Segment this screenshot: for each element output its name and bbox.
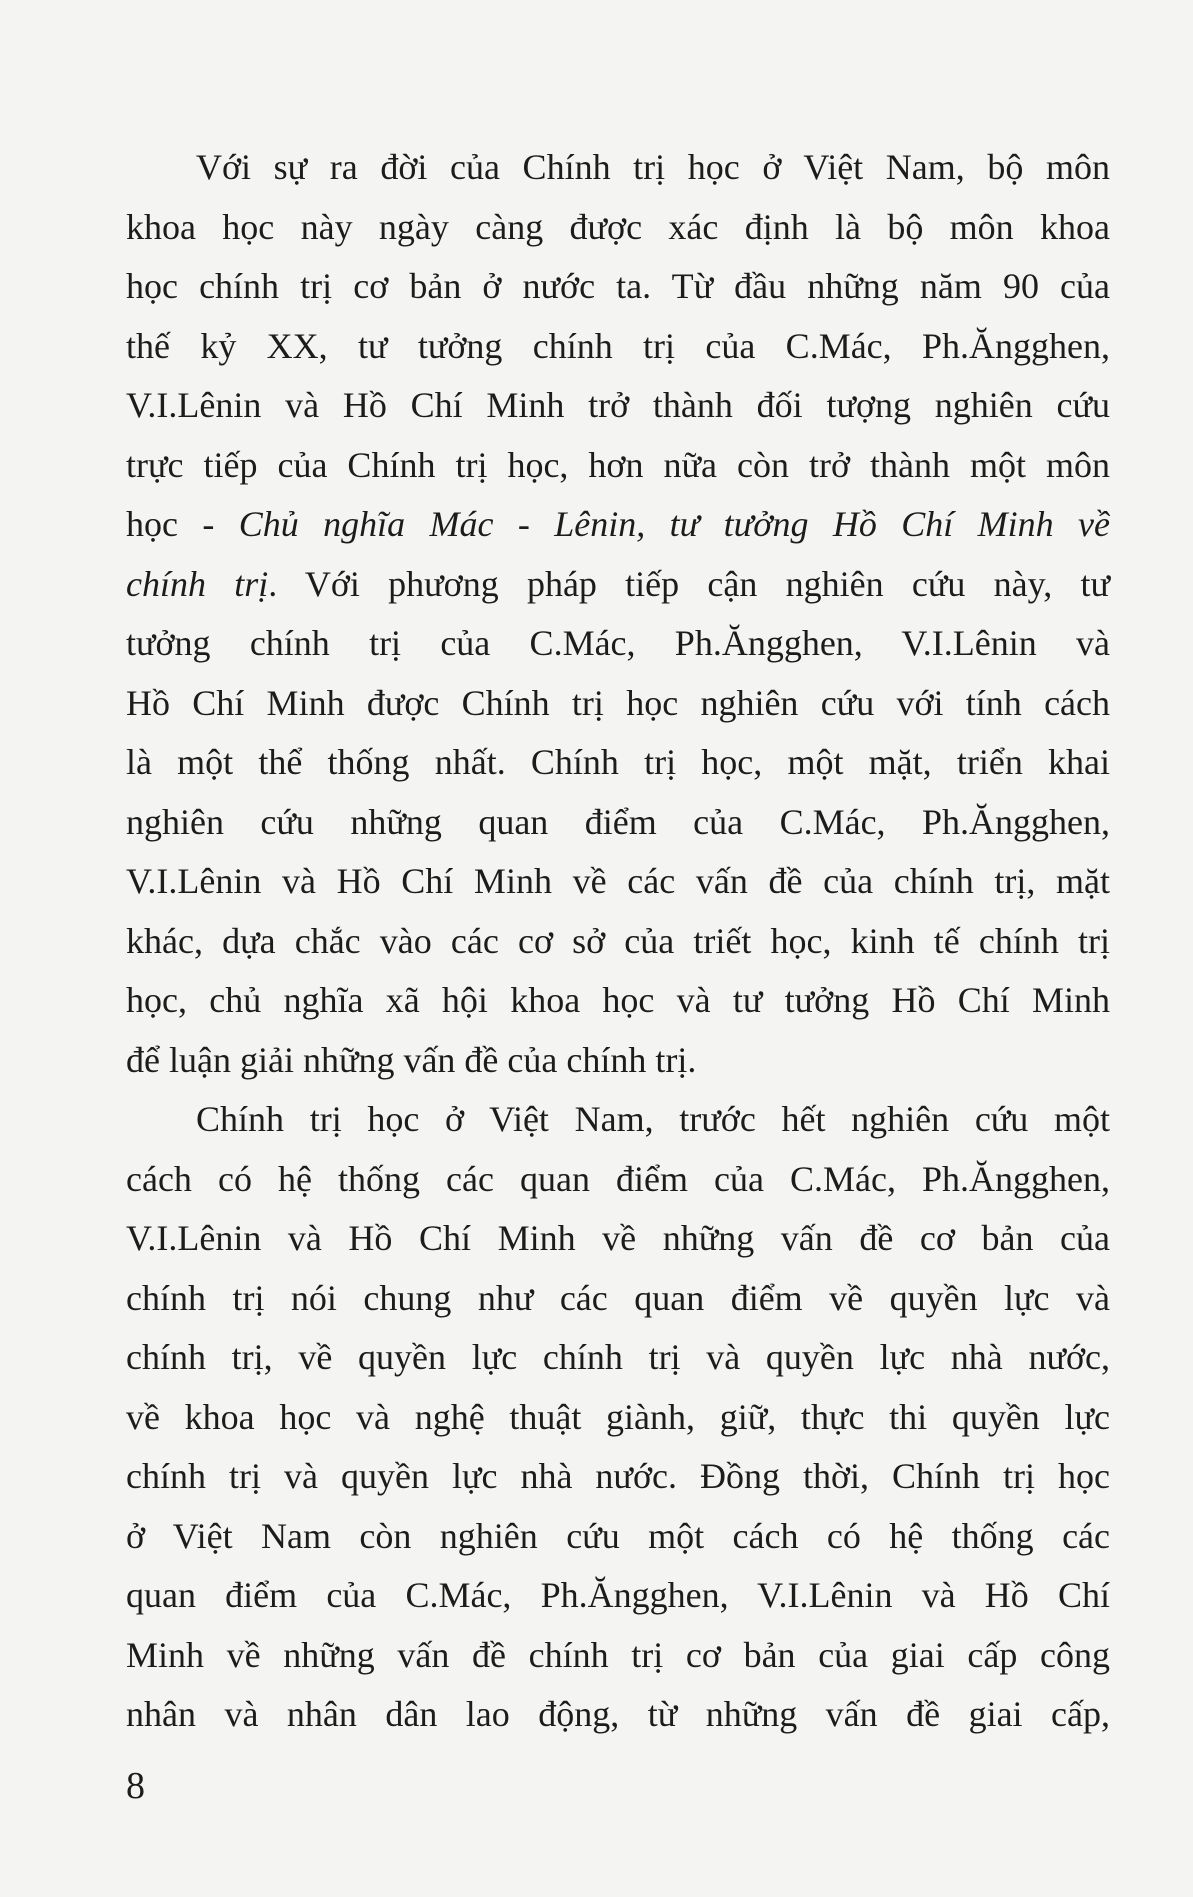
text-line: tưởng chính trị của C.Mác, Ph.Ăngghen, V.I.Lênin và xyxy=(126,623,1110,663)
text-line: trực tiếp của Chính trị học, hơn nữa còn trở thành một môn xyxy=(126,444,1110,485)
italic-phrase: chính trị xyxy=(126,563,269,604)
text-line: là một thể thống nhất. Chính trị học, một mặt, triển khai xyxy=(126,742,1110,782)
text-line: nghiên cứu những quan điểm của C.Mác, Ph.Ăngghen, xyxy=(126,801,1110,842)
text-line: chính trị nói chung như các quan điểm về quyền lực và xyxy=(126,1277,1110,1318)
text-line-with-italic: chính trị. Với phương pháp tiếp cận nghiên cứu này, tư xyxy=(126,563,1110,604)
italic-phrase: Chủ nghĩa Mác - Lênin, tư tưởng Hồ Chí Minh về xyxy=(238,504,1111,544)
text-line: khoa học này ngày càng được xác định là bộ môn khoa xyxy=(126,206,1110,247)
text-line: học, chủ nghĩa xã hội khoa học và tư tưởng Hồ Chí Minh xyxy=(126,980,1110,1020)
text-line: học chính trị cơ bản ở nước ta. Từ đầu những năm 90 của xyxy=(126,266,1110,306)
text-line: Với sự ra đời của Chính trị học ở Việt Nam, bộ môn xyxy=(196,147,1110,187)
paragraph-2 xyxy=(126,1090,1110,1745)
text-line-with-italic: học - Chủ nghĩa Mác - Lênin, tư tưởng Hồ Chí Minh về xyxy=(126,504,1111,544)
page-number: 8 xyxy=(126,1765,145,1807)
text-line: thế kỷ XX, tư tưởng chính trị của C.Mác, Ph.Ăngghen, xyxy=(126,325,1110,366)
paragraph-1 xyxy=(126,138,1110,1090)
text-line: để luận giải những vấn đề của chính trị. xyxy=(126,1039,697,1080)
text-line: về khoa học và nghệ thuật giành, giữ, thực thi quyền lực xyxy=(126,1396,1110,1437)
text-line: chính trị, về quyền lực chính trị và quyền lực nhà nước, xyxy=(126,1337,1110,1377)
text-line: cách có hệ thống các quan điểm của C.Mác, Ph.Ăngghen, xyxy=(126,1158,1110,1199)
text-line: V.I.Lênin và Hồ Chí Minh về những vấn đề cơ bản của xyxy=(126,1218,1110,1258)
text-line: quan điểm của C.Mác, Ph.Ăngghen, V.I.Lênin và Hồ Chí xyxy=(126,1575,1110,1615)
body-text xyxy=(126,138,1110,1745)
text-line: Chính trị học ở Việt Nam, trước hết nghiên cứu một xyxy=(196,1099,1110,1139)
text-line: Hồ Chí Minh được Chính trị học nghiên cứu với tính cách xyxy=(126,682,1110,723)
text-line: V.I.Lênin và Hồ Chí Minh trở thành đối tượng nghiên cứu xyxy=(126,385,1110,425)
text-line: nhân và nhân dân lao động, từ những vấn đề giai cấp, xyxy=(126,1694,1110,1734)
text-line: khác, dựa chắc vào các cơ sở của triết học, kinh tế chính trị xyxy=(126,920,1110,961)
text-line: chính trị và quyền lực nhà nước. Đồng thời, Chính trị học xyxy=(126,1456,1110,1496)
text-line: Minh về những vấn đề chính trị cơ bản của giai cấp công xyxy=(126,1634,1110,1675)
text-line: V.I.Lênin và Hồ Chí Minh về các vấn đề của chính trị, mặt xyxy=(126,861,1110,901)
text-line: ở Việt Nam còn nghiên cứu một cách có hệ thống các xyxy=(126,1515,1110,1556)
